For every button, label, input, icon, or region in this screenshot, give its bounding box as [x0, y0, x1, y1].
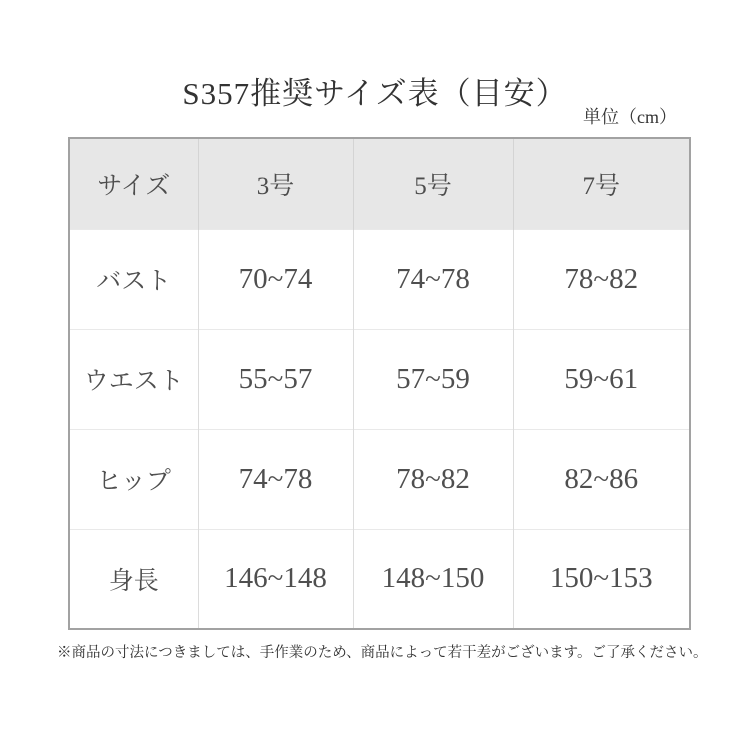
- header-cell-size: サイズ: [69, 138, 198, 229]
- size-table-body: [69, 229, 690, 629]
- cell-height-7: 150~153: [513, 529, 690, 629]
- page-title: S357推奨サイズ表（目安）: [182, 76, 568, 111]
- table-row-hip: [69, 429, 690, 529]
- cell-waist-5: 57~59: [353, 329, 513, 429]
- cell-hip-3: 74~78: [198, 429, 353, 529]
- size-table-header: [69, 138, 690, 229]
- cell-waist-7: 59~61: [513, 329, 690, 429]
- row-label-bust: バスト: [69, 229, 198, 329]
- header-row: [69, 138, 690, 229]
- disclaimer-note: ※商品の寸法につきましては、手作業のため、商品によって若干差がございます。ご了承ください。: [57, 645, 708, 661]
- header-cell-size-3: 3号: [198, 138, 353, 229]
- cell-bust-7: 78~82: [513, 229, 690, 329]
- cell-height-5: 148~150: [353, 529, 513, 629]
- row-label-height: 身長: [69, 529, 198, 629]
- header-cell-size-7: 7号: [513, 138, 690, 229]
- cell-bust-3: 70~74: [198, 229, 353, 329]
- unit-label: 単位（cm）: [583, 107, 677, 127]
- row-label-hip: ヒップ: [69, 429, 198, 529]
- cell-hip-7: 82~86: [513, 429, 690, 529]
- row-label-waist: ウエスト: [69, 329, 198, 429]
- header-cell-size-5: 5号: [353, 138, 513, 229]
- table-row-bust: [69, 229, 690, 329]
- table-row-waist: [69, 329, 690, 429]
- size-table: [68, 137, 691, 630]
- cell-hip-5: 78~82: [353, 429, 513, 529]
- table-row-height: [69, 529, 690, 629]
- cell-waist-3: 55~57: [198, 329, 353, 429]
- cell-bust-5: 74~78: [353, 229, 513, 329]
- cell-height-3: 146~148: [198, 529, 353, 629]
